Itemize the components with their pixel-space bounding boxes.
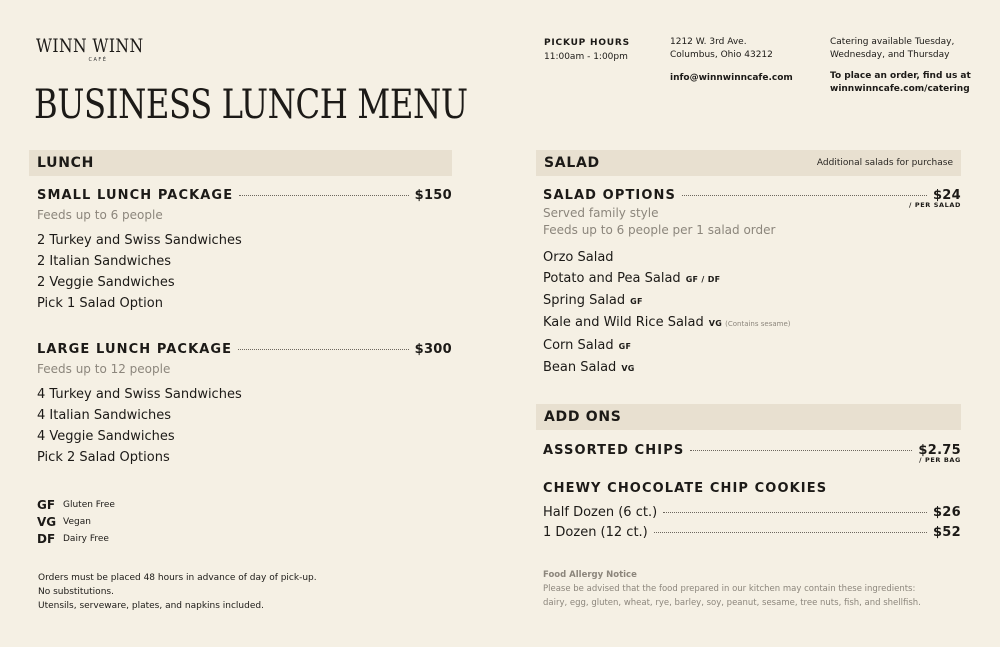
cookie-option-label: 1 Dozen (12 ct.) xyxy=(543,525,648,540)
chips-price-unit: / PER BAG xyxy=(919,456,961,464)
salad-desc-2: Feeds up to 6 people per 1 salad order xyxy=(543,223,776,237)
logo-subtitle: CAFÉ xyxy=(88,57,108,63)
leader-dots xyxy=(690,450,912,451)
small-lunch-package xyxy=(37,188,452,314)
addons-section-title: ADD ONS xyxy=(544,409,622,425)
lunch-section-header xyxy=(29,150,452,176)
salad-section-note: Additional salads for purchase xyxy=(816,158,953,168)
logo-wordmark: WINN WINN xyxy=(36,35,144,57)
allergy-title: Food Allergy Notice xyxy=(543,570,637,580)
leader-dots xyxy=(663,512,927,513)
dietary-tag: VG xyxy=(621,364,635,373)
legend-item xyxy=(37,513,115,530)
pickup-hours-block xyxy=(544,38,630,64)
salad-item xyxy=(543,247,961,268)
list-item: 4 Italian Sandwiches xyxy=(37,408,171,423)
salad-options xyxy=(543,188,961,379)
salad-item-name: Bean Salad xyxy=(543,360,617,375)
large-lunch-package xyxy=(37,342,452,468)
salad-price: $24 xyxy=(932,188,961,203)
salad-item xyxy=(543,357,961,379)
salad-item xyxy=(543,335,961,357)
salad-item xyxy=(543,312,961,335)
cookie-option-price: $26 xyxy=(932,505,961,520)
large-package-price: $300 xyxy=(414,342,452,357)
pickup-hours-value: 11:00am - 1:00pm xyxy=(544,52,628,62)
allergy-line2: dairy, egg, gluten, wheat, rye, barley, soy, peanut, sesame, tree nuts, fish, and shellfish. xyxy=(543,598,921,608)
dietary-tag: GF / DF xyxy=(685,275,721,284)
leader-dots xyxy=(682,195,927,196)
dietary-tag: GF xyxy=(630,297,643,306)
allergen-note: (Contains sesame) xyxy=(725,320,791,328)
note-line: Orders must be placed 48 hours in advance of day of pick-up. xyxy=(38,573,317,583)
address-block xyxy=(670,36,793,85)
small-package-name: SMALL LUNCH PACKAGE xyxy=(37,188,234,203)
legend-code: DF xyxy=(37,531,56,546)
pickup-hours-label: PICKUP HOURS xyxy=(544,38,630,48)
order-link[interactable]: winnwinncafe.com/catering xyxy=(830,84,970,94)
large-package-name: LARGE LUNCH PACKAGE xyxy=(37,342,233,357)
allergy-line1: Please be advised that the food prepared in our kitchen may contain these ingredients: xyxy=(543,584,916,594)
food-allergy-notice xyxy=(543,570,921,610)
cookie-option xyxy=(543,505,961,520)
small-package-feeds: Feeds up to 6 people xyxy=(37,208,163,222)
salad-item-name: Corn Salad xyxy=(543,338,614,353)
dietary-tag: GF xyxy=(618,342,632,351)
list-item: 4 Turkey and Swiss Sandwiches xyxy=(37,387,242,402)
list-item: Pick 1 Salad Option xyxy=(37,296,163,311)
salad-options-name: SALAD OPTIONS xyxy=(543,188,676,203)
cookie-option xyxy=(543,525,961,540)
legend-desc: Gluten Free xyxy=(63,499,115,510)
chips-name: ASSORTED CHIPS xyxy=(543,443,685,458)
list-item: 2 Veggie Sandwiches xyxy=(37,275,175,290)
salad-item-name: Kale and Wild Rice Salad xyxy=(543,315,704,330)
salad-item-name: Spring Salad xyxy=(543,293,626,308)
legend-code: VG xyxy=(37,514,57,529)
salad-item xyxy=(543,268,961,290)
lunch-section-title: LUNCH xyxy=(37,155,94,171)
salad-item xyxy=(543,290,961,312)
assorted-chips xyxy=(543,443,961,464)
legend-item xyxy=(37,496,115,513)
catering-block xyxy=(830,36,971,96)
email-link[interactable]: info@winnwinncafe.com xyxy=(670,73,793,83)
dietary-legend xyxy=(37,496,115,547)
catering-line2: Wednesday, and Thursday xyxy=(830,50,950,60)
chips-price: $2.75 xyxy=(918,443,961,458)
list-item: 2 Italian Sandwiches xyxy=(37,254,171,269)
cookies-name: CHEWY CHOCOLATE CHIP COOKIES xyxy=(543,481,828,496)
leader-dots xyxy=(238,349,408,350)
page-title: BUSINESS LUNCH MENU xyxy=(34,82,468,128)
brand-logo xyxy=(36,36,160,63)
legend-desc: Vegan xyxy=(63,516,91,527)
legend-item xyxy=(37,530,115,547)
addons-section-header xyxy=(536,404,961,430)
list-item: Pick 2 Salad Options xyxy=(37,450,170,465)
leader-dots xyxy=(654,532,927,533)
salad-desc-1: Served family style xyxy=(543,206,659,220)
order-line1: To place an order, find us at xyxy=(830,71,971,81)
large-package-feeds: Feeds up to 12 people xyxy=(37,362,171,376)
salad-price-unit: / PER SALAD xyxy=(909,201,961,209)
leader-dots xyxy=(239,195,408,196)
salad-section-title: SALAD xyxy=(544,155,600,171)
chocolate-chip-cookies xyxy=(543,481,961,540)
address-line1: 1212 W. 3rd Ave. xyxy=(670,37,747,47)
list-item: 2 Turkey and Swiss Sandwiches xyxy=(37,233,242,248)
catering-line1: Catering available Tuesday, xyxy=(830,37,955,47)
note-line: No substitutions. xyxy=(38,587,114,597)
order-notes xyxy=(38,571,317,613)
address-line2: Columbus, Ohio 43212 xyxy=(670,50,773,60)
legend-desc: Dairy Free xyxy=(63,533,109,544)
cookie-option-label: Half Dozen (6 ct.) xyxy=(543,505,658,520)
small-package-price: $150 xyxy=(414,188,452,203)
salad-item-name: Potato and Pea Salad xyxy=(543,271,681,286)
list-item: 4 Veggie Sandwiches xyxy=(37,429,175,444)
note-line: Utensils, serveware, plates, and napkins included. xyxy=(38,601,264,611)
salad-item-name: Orzo Salad xyxy=(543,250,614,265)
salad-section-header xyxy=(536,150,961,176)
cookie-option-price: $52 xyxy=(932,525,961,540)
legend-code: GF xyxy=(37,497,56,512)
dietary-tag: VG xyxy=(708,319,723,328)
